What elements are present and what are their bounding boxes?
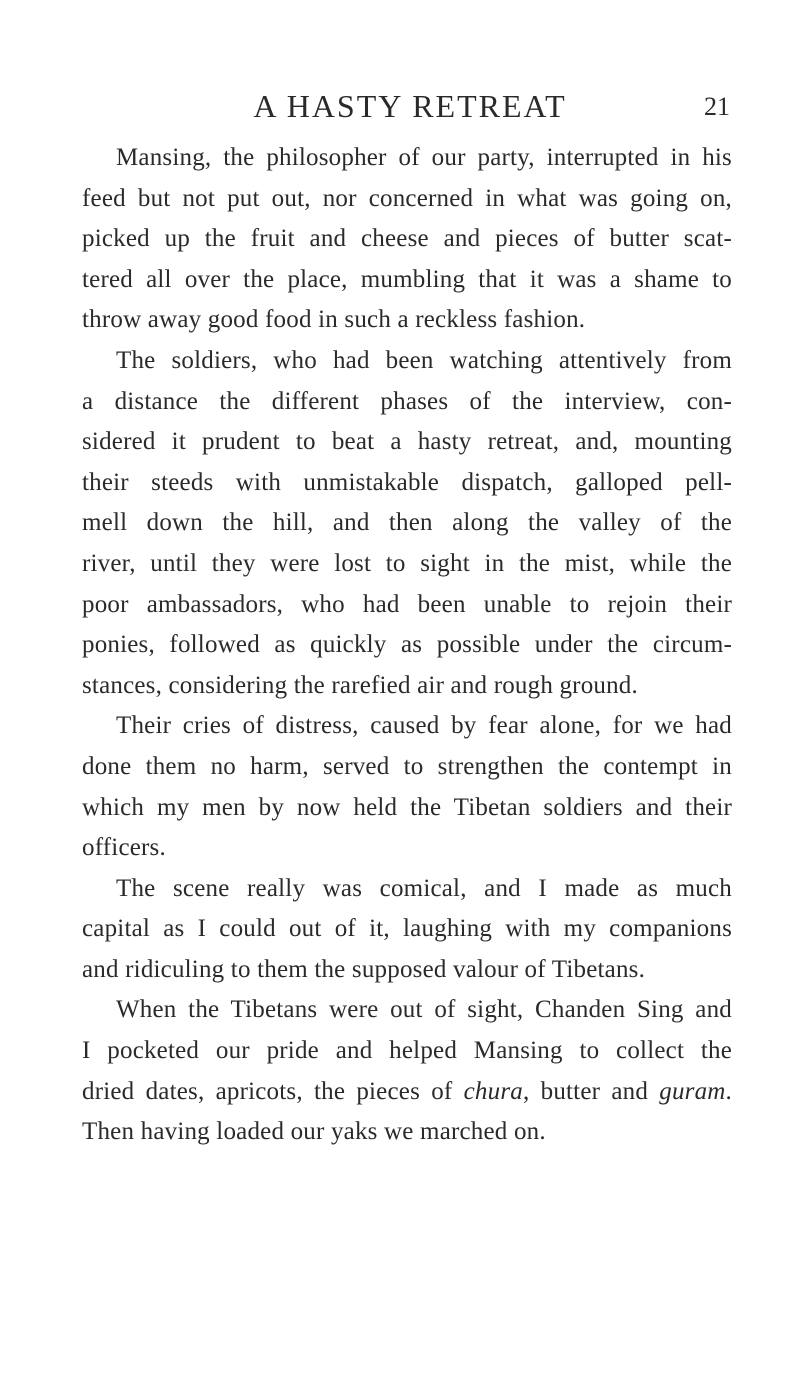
text-line: feed but not put out, nor concerned in what was going on, xyxy=(82,184,732,212)
text-line: their steeds with unmistakable dispatch, galloped pell- xyxy=(82,468,732,496)
text-line: capital as I could out of it, laughing with my companions xyxy=(82,915,732,943)
text-line: officers. xyxy=(82,834,166,862)
text-line: Mansing, the philosopher of our party, interrupted in his xyxy=(116,144,732,171)
text-line: stances, considering the rarefied air and rough ground. xyxy=(82,671,638,699)
text-line: river, until they were lost to sight in the mist, while the xyxy=(82,549,732,577)
text-line: The scene really was comical, and I made as much xyxy=(116,874,732,902)
text-line: sidered it prudent to beat a hasty retreat, and, mounting xyxy=(82,428,732,456)
text-line: and ridiculing to them the supposed valour of Tibetans. xyxy=(82,955,646,983)
page-number: 21 xyxy=(704,92,730,121)
italic-term-chura: chura xyxy=(463,1077,523,1105)
text-line: mell down the hill, and then along the valley of the xyxy=(82,509,732,537)
text-line: Their cries of distress, caused by fear alone, for we had xyxy=(116,712,732,740)
text-line: tered all over the place, mumbling that it was a shame to xyxy=(82,265,732,293)
text-line: picked up the fruit and cheese and pieces of butter scat- xyxy=(82,225,732,253)
text-segment: dried dates, apricots, the pieces of xyxy=(82,1077,464,1105)
text-line: When the Tibetans were out of sight, Chanden Sing and xyxy=(116,996,732,1024)
text-line: Then having loaded our yaks we marched on. xyxy=(82,1118,546,1146)
body-text xyxy=(82,138,732,1153)
text-line: poor ambassadors, who had been unable to rejoin their xyxy=(82,590,732,618)
text-line-with-italics xyxy=(82,1072,732,1113)
text-line: ponies, followed as quickly as possible under the circum- xyxy=(82,631,732,659)
text-segment: . xyxy=(725,1077,732,1105)
text-line: I pocketed our pride and helped Mansing to collect the xyxy=(82,1037,732,1065)
text-line: The soldiers, who had been watching attentively from xyxy=(116,346,732,374)
text-line: a distance the different phases of the interview, con- xyxy=(82,387,732,415)
text-line: which my men by now held the Tibetan soldiers and their xyxy=(82,793,732,821)
text-segment: , butter and xyxy=(522,1077,660,1105)
text-line: done them no harm, served to strengthen the contempt in xyxy=(82,752,732,780)
running-title: A HASTY RETREAT xyxy=(253,88,567,124)
running-header xyxy=(90,88,730,138)
text-line: throw away good food in such a reckless fashion. xyxy=(82,306,586,334)
italic-term-guram: guram xyxy=(659,1077,726,1105)
